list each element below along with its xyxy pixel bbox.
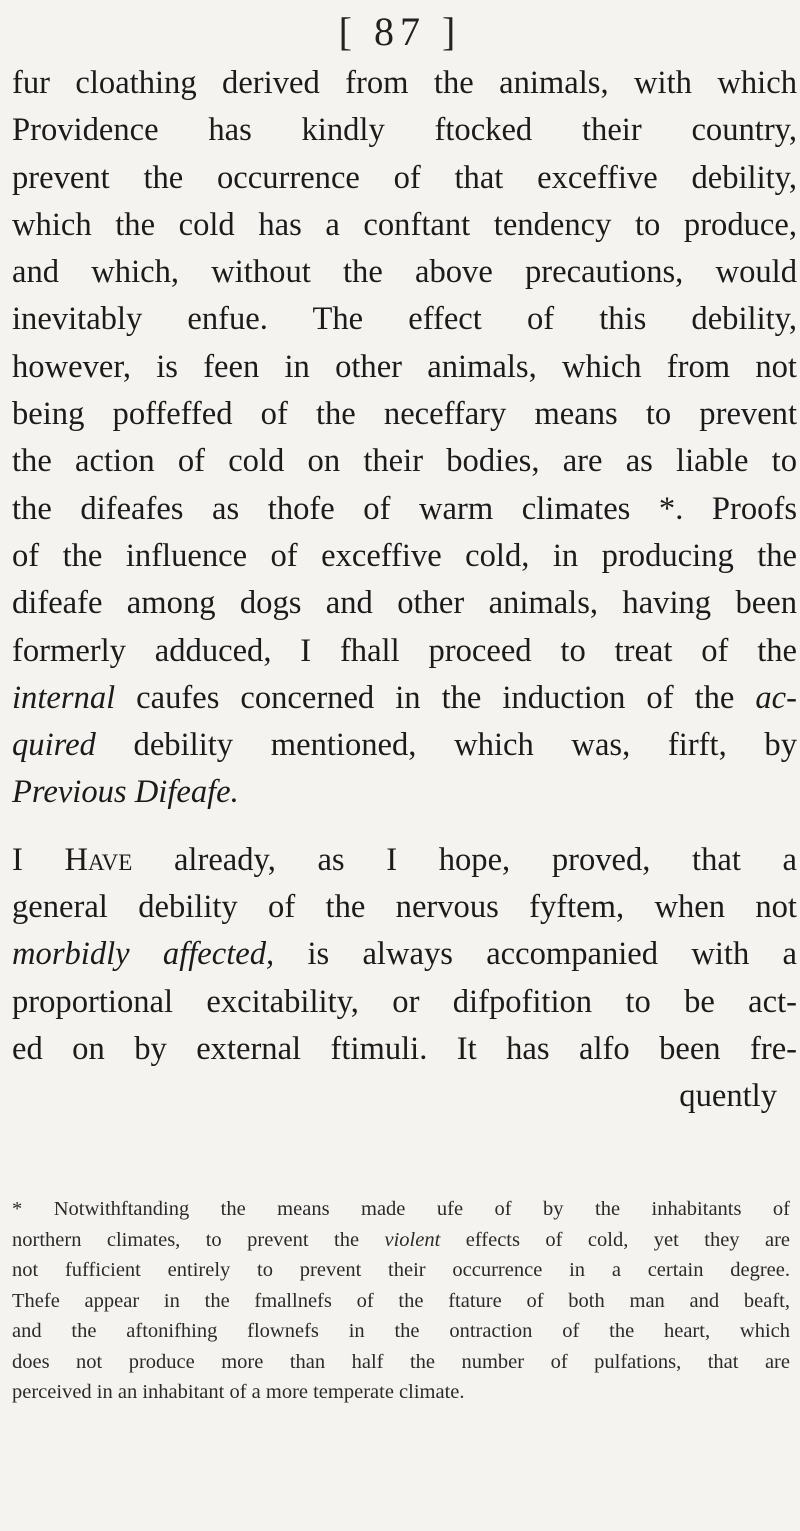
text-line: Providence has kindly ftocked their country, bbox=[12, 112, 797, 149]
text-span: debility mentioned, which was, firft, by bbox=[95, 727, 797, 764]
text-line: ed on by external ftimuli. It has alfo been fre- bbox=[12, 1030, 797, 1067]
footnote-line: * Notwithftanding the means made ufe of by the inhabitants of bbox=[12, 1198, 790, 1220]
text-line: prevent the occurrence of that exceffive debility, bbox=[12, 159, 797, 196]
text-span: northern climates, to prevent the bbox=[12, 1228, 385, 1251]
text-span: already, as I hope, proved, that a bbox=[132, 841, 797, 878]
italic-word: violent bbox=[384, 1228, 441, 1251]
section-title-text: Previous Difeafe. bbox=[12, 774, 239, 811]
catchword: quently bbox=[679, 1078, 777, 1115]
footnote-line: perceived in an inhabitant of a more temperate climate. bbox=[12, 1381, 465, 1403]
text-line: the action of cold on their bodies, are as liable to bbox=[12, 443, 797, 480]
text-line: formerly adduced, I fhall proceed to treat of the bbox=[12, 632, 797, 669]
text-span: is always accompanied with a bbox=[274, 936, 797, 973]
text-line: fur cloathing derived from the animals, with which bbox=[12, 65, 797, 101]
text-line: inevitably enfue. The effect of this debility, bbox=[12, 301, 797, 338]
italic-word: ac- bbox=[755, 679, 797, 716]
main-text bbox=[12, 60, 797, 1121]
text-line: general debility of the nervous fyftem, when not bbox=[12, 889, 797, 926]
italic-word: internal bbox=[12, 679, 116, 716]
text-line bbox=[12, 837, 797, 884]
text-line bbox=[12, 675, 797, 722]
text-line: proportional excitability, or difpofition to be act- bbox=[12, 983, 797, 1020]
italic-word: morbidly affected, bbox=[12, 936, 275, 973]
text-span: effects of cold, yet they are bbox=[440, 1228, 790, 1251]
footnote-line: and the aftonifhing flownefs in the ontraction of the heart, which bbox=[12, 1320, 790, 1342]
footnote-line bbox=[12, 1225, 790, 1256]
footnote bbox=[12, 1194, 790, 1408]
text-line: the difeafes as thofe of warm climates *. Proofs bbox=[12, 490, 797, 527]
text-line bbox=[12, 722, 797, 769]
footnote-line: not fufficient entirely to prevent their occurrence in a certain degree. bbox=[12, 1259, 790, 1281]
section-title bbox=[12, 769, 797, 816]
drop-initial: I bbox=[12, 841, 65, 878]
footnote-line: does not produce more than half the number of pulfations, that are bbox=[12, 1350, 790, 1373]
text-line: which the cold has a conftant tendency to produce, bbox=[12, 206, 797, 243]
italic-word: quired bbox=[12, 727, 96, 764]
text-line bbox=[12, 931, 797, 978]
paragraph-gap bbox=[12, 817, 797, 837]
text-line: being poffeffed of the neceffary means to prevent bbox=[12, 396, 797, 433]
footnote-line: Thefe appear in the fmallnefs of the ftature of both man and beaft, bbox=[12, 1289, 790, 1312]
page-number: [ 87 ] bbox=[338, 9, 462, 54]
text-line: and which, without the above precautions, would bbox=[12, 254, 797, 291]
text-span: caufes concerned in the induction of the bbox=[115, 679, 756, 716]
text-line: however, is feen in other animals, which from not bbox=[12, 348, 797, 385]
text-line: of the influence of exceffive cold, in producing the bbox=[12, 537, 797, 574]
small-caps-word: Have bbox=[64, 841, 133, 878]
text-line: difeafe among dogs and other animals, having been bbox=[12, 585, 797, 622]
